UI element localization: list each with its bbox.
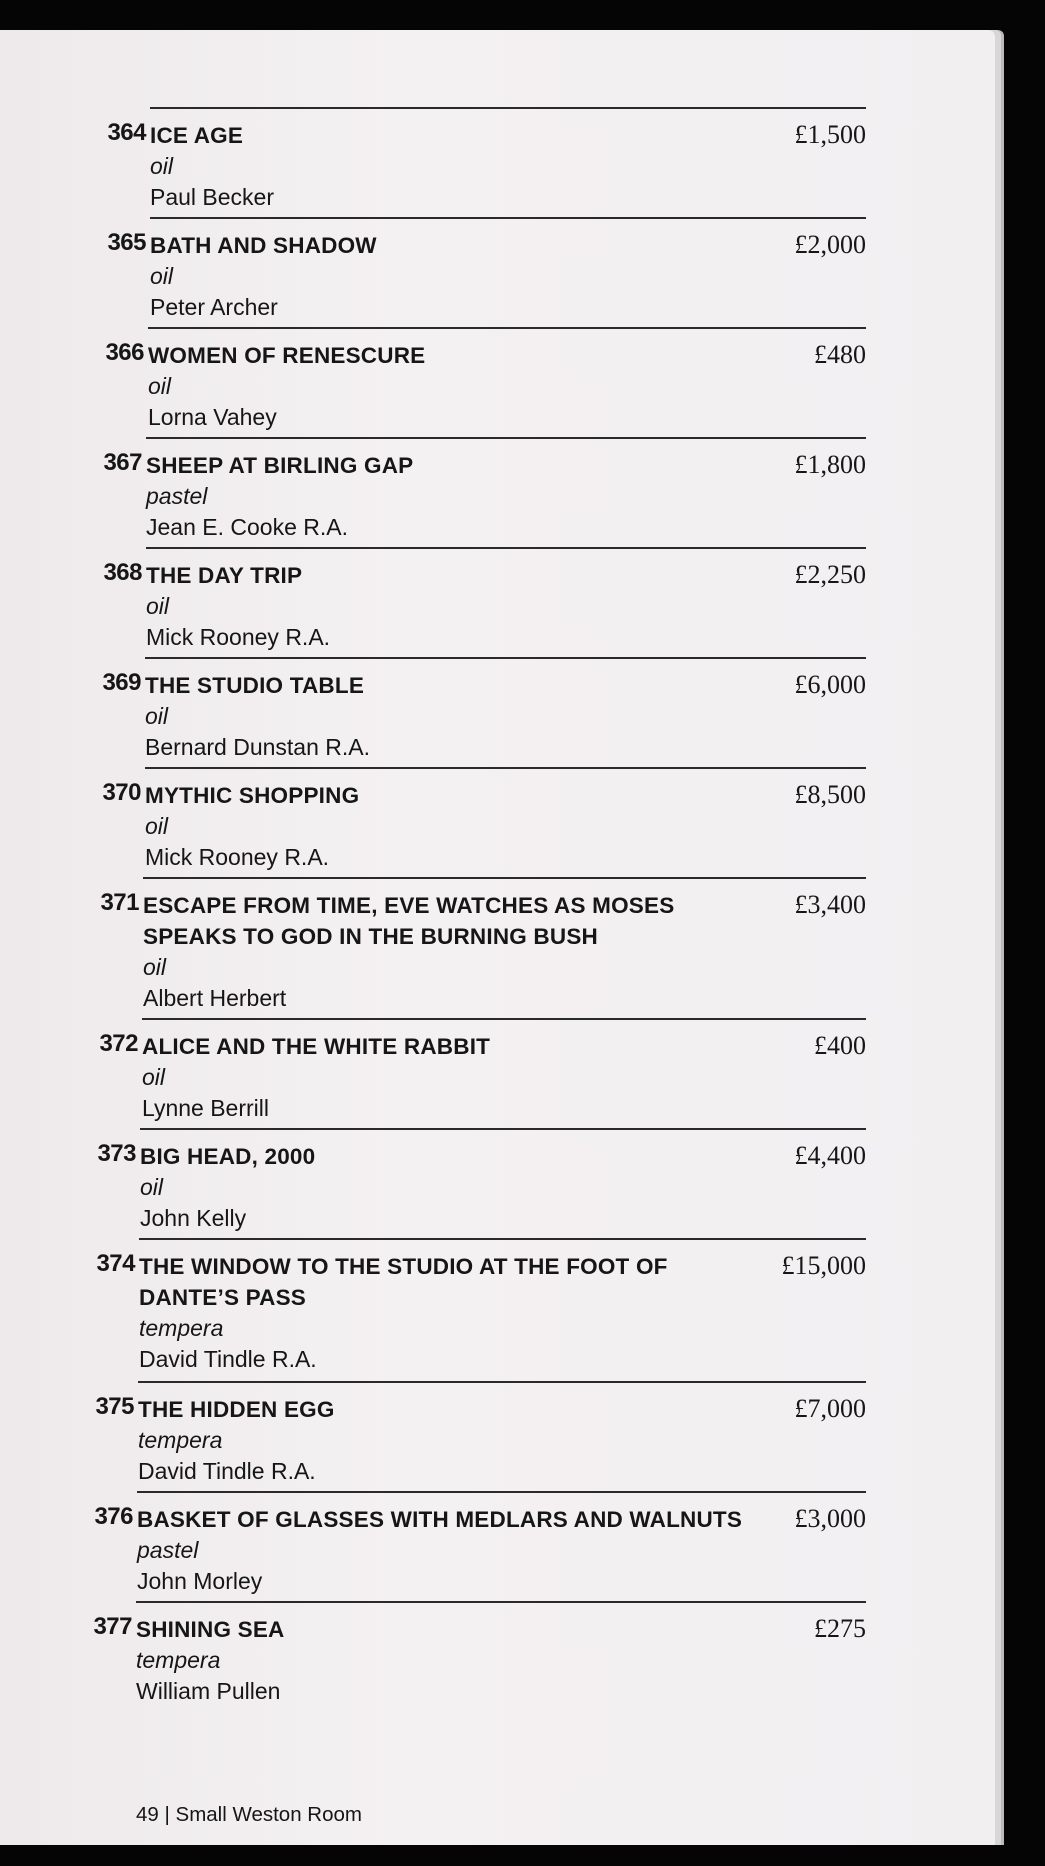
entry-list — [0, 107, 995, 1711]
entry-artist: John Morley — [137, 1568, 263, 1594]
catalogue-entry — [96, 1238, 866, 1381]
entry-number: 368 — [103, 559, 142, 586]
entry-number: 369 — [102, 669, 141, 696]
catalogue-entry — [99, 1018, 866, 1128]
entry-number: 370 — [102, 779, 141, 806]
catalogue-entry — [93, 1601, 866, 1711]
entry-number: 372 — [99, 1030, 138, 1057]
entry-price: £3,400 — [794, 890, 866, 919]
entry-artist: Lorna Vahey — [148, 404, 277, 430]
entry-title: WOMEN OF RENESCURE — [148, 343, 426, 368]
entry-price: £1,500 — [794, 120, 866, 149]
entry-title: THE WINDOW TO THE STUDIO AT THE FOOT OF DANTE’S PASS — [139, 1254, 668, 1310]
entry-artist: Albert Herbert — [143, 985, 287, 1011]
entry-price: £480 — [814, 340, 866, 369]
entry-artist: Paul Becker — [150, 184, 275, 210]
entry-medium: oil — [150, 263, 174, 289]
entry-price: £8,500 — [794, 780, 866, 809]
entry-artist: David Tindle R.A. — [139, 1346, 317, 1372]
entry-title: BASKET OF GLASSES WITH MEDLARS AND WALNUTS — [137, 1507, 743, 1532]
entry-price: £400 — [814, 1031, 866, 1060]
entry-title: THE DAY TRIP — [146, 563, 303, 588]
entry-medium: oil — [143, 954, 167, 980]
catalogue-entry — [102, 657, 866, 767]
entry-medium: tempera — [139, 1315, 224, 1341]
entry-medium: oil — [142, 1064, 166, 1090]
entry-number: 374 — [96, 1250, 135, 1277]
entry-artist: Jean E. Cooke R.A. — [146, 514, 348, 540]
catalogue-entry — [103, 437, 866, 547]
entry-artist: William Pullen — [136, 1678, 281, 1704]
entry-price: £1,800 — [794, 450, 866, 479]
catalogue-entry — [95, 1381, 866, 1491]
entry-number: 367 — [103, 449, 142, 476]
entry-medium: oil — [146, 593, 170, 619]
entry-number: 375 — [95, 1393, 134, 1420]
entry-title: THE STUDIO TABLE — [145, 673, 365, 698]
entry-medium: tempera — [138, 1427, 223, 1453]
entry-price: £3,000 — [794, 1504, 866, 1533]
entry-artist: Mick Rooney R.A. — [145, 844, 330, 870]
entry-artist: Bernard Dunstan R.A. — [145, 734, 371, 760]
entry-number: 373 — [97, 1140, 136, 1167]
entry-title: BIG HEAD, 2000 — [140, 1144, 316, 1169]
entry-artist: Peter Archer — [150, 294, 278, 320]
entry-medium: oil — [145, 813, 169, 839]
entry-price: £15,000 — [781, 1251, 866, 1280]
entry-price: £275 — [814, 1614, 866, 1643]
entry-medium: oil — [148, 373, 172, 399]
entry-artist: Mick Rooney R.A. — [146, 624, 331, 650]
entry-title: SHEEP AT BIRLING GAP — [146, 453, 414, 478]
entry-title: MYTHIC SHOPPING — [145, 783, 360, 808]
catalogue-entry — [105, 327, 866, 437]
entry-title: SHINING SEA — [136, 1617, 285, 1642]
entry-medium: oil — [145, 703, 169, 729]
entry-medium: pastel — [146, 483, 208, 509]
entry-number: 365 — [107, 229, 146, 256]
entry-price: £6,000 — [794, 670, 866, 699]
entry-price: £4,400 — [794, 1141, 866, 1170]
entry-number: 376 — [94, 1503, 133, 1530]
entry-artist: John Kelly — [140, 1205, 247, 1231]
entry-number: 364 — [107, 119, 146, 146]
catalogue-entry — [94, 1491, 866, 1601]
catalogue-entry — [100, 877, 866, 1018]
entry-title: ALICE AND THE WHITE RABBIT — [142, 1034, 491, 1059]
entry-price: £7,000 — [794, 1394, 866, 1423]
entry-title: ESCAPE FROM TIME, EVE WATCHES AS MOSES SPEAKS TO GOD IN THE BURNING BUSH — [143, 893, 675, 949]
entry-medium: tempera — [136, 1647, 221, 1673]
entry-medium: oil — [150, 153, 174, 179]
catalogue-entry — [107, 107, 866, 217]
catalogue-entry — [107, 217, 866, 327]
entry-medium: pastel — [137, 1537, 199, 1563]
entry-number: 377 — [93, 1613, 132, 1640]
catalogue-page — [0, 30, 995, 1845]
entry-title: ICE AGE — [150, 123, 244, 148]
entry-price: £2,250 — [794, 560, 866, 589]
catalogue-entry — [103, 547, 866, 657]
entry-medium: oil — [140, 1174, 164, 1200]
entry-number: 366 — [105, 339, 144, 366]
catalogue-entry — [102, 767, 866, 877]
entry-price: £2,000 — [794, 230, 866, 259]
entry-title: THE HIDDEN EGG — [138, 1397, 335, 1422]
entry-title: BATH AND SHADOW — [150, 233, 377, 258]
entry-number: 371 — [100, 889, 139, 916]
catalogue-entry — [97, 1128, 866, 1238]
entry-artist: David Tindle R.A. — [138, 1458, 316, 1484]
page-footer: 49 | Small Weston Room — [136, 1803, 362, 1826]
entry-artist: Lynne Berrill — [142, 1095, 269, 1121]
